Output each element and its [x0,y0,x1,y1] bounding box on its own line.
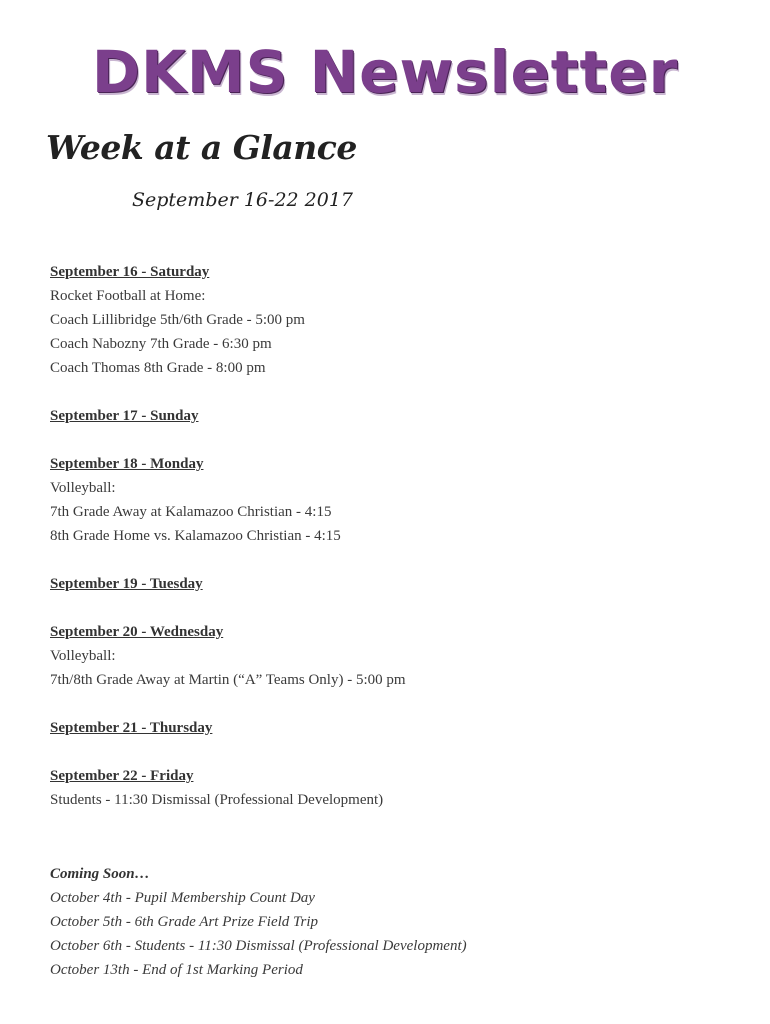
upcoming-event: October 6th - Students - 11:30 Dismissal (Professional Development) [50,938,467,954]
day-section [50,716,730,740]
newsletter-title: DKMS Newsletter [91,38,679,106]
day-heading: September 16 - Saturday [50,264,210,280]
day-section [50,572,730,596]
upcoming-event: October 13th - End of 1st Marking Period [50,962,303,978]
event-line: Coach Thomas 8th Grade - 8:00 pm [50,360,266,376]
date-range: September 16-22 2017 [132,189,354,211]
day-heading: September 17 - Sunday [50,408,199,424]
day-heading: September 21 - Thursday [50,720,213,736]
week-at-a-glance-heading: Week at a Glance [46,128,357,167]
event-line: Volleyball: [50,480,116,496]
day-section [50,452,730,548]
day-section [50,764,730,812]
day-heading: September 18 - Monday [50,456,204,472]
event-line: Coach Lillibridge 5th/6th Grade - 5:00 pm [50,312,305,328]
day-heading: September 22 - Friday [50,768,194,784]
day-heading: September 19 - Tuesday [50,576,203,592]
event-line: 8th Grade Home vs. Kalamazoo Christian - 4:15 [50,528,341,544]
event-line: Volleyball: [50,648,116,664]
day-heading: September 20 - Wednesday [50,624,224,640]
coming-soon-heading: Coming Soon… [50,866,150,882]
event-line: 7th/8th Grade Away at Martin (“A” Teams Only) - 5:00 pm [50,672,406,688]
coming-soon-section [50,862,730,982]
upcoming-event: October 5th - 6th Grade Art Prize Field Trip [50,914,319,930]
upcoming-event: October 4th - Pupil Membership Count Day [50,890,315,906]
event-line: 7th Grade Away at Kalamazoo Christian - 4:15 [50,504,332,520]
event-line: Coach Nabozny 7th Grade - 6:30 pm [50,336,272,352]
event-line: Students - 11:30 Dismissal (Professional Development) [50,792,384,808]
day-section [50,620,730,692]
day-section [50,404,730,428]
event-line: Rocket Football at Home: [50,288,206,304]
weekly-schedule [50,260,730,836]
day-section [50,260,730,380]
